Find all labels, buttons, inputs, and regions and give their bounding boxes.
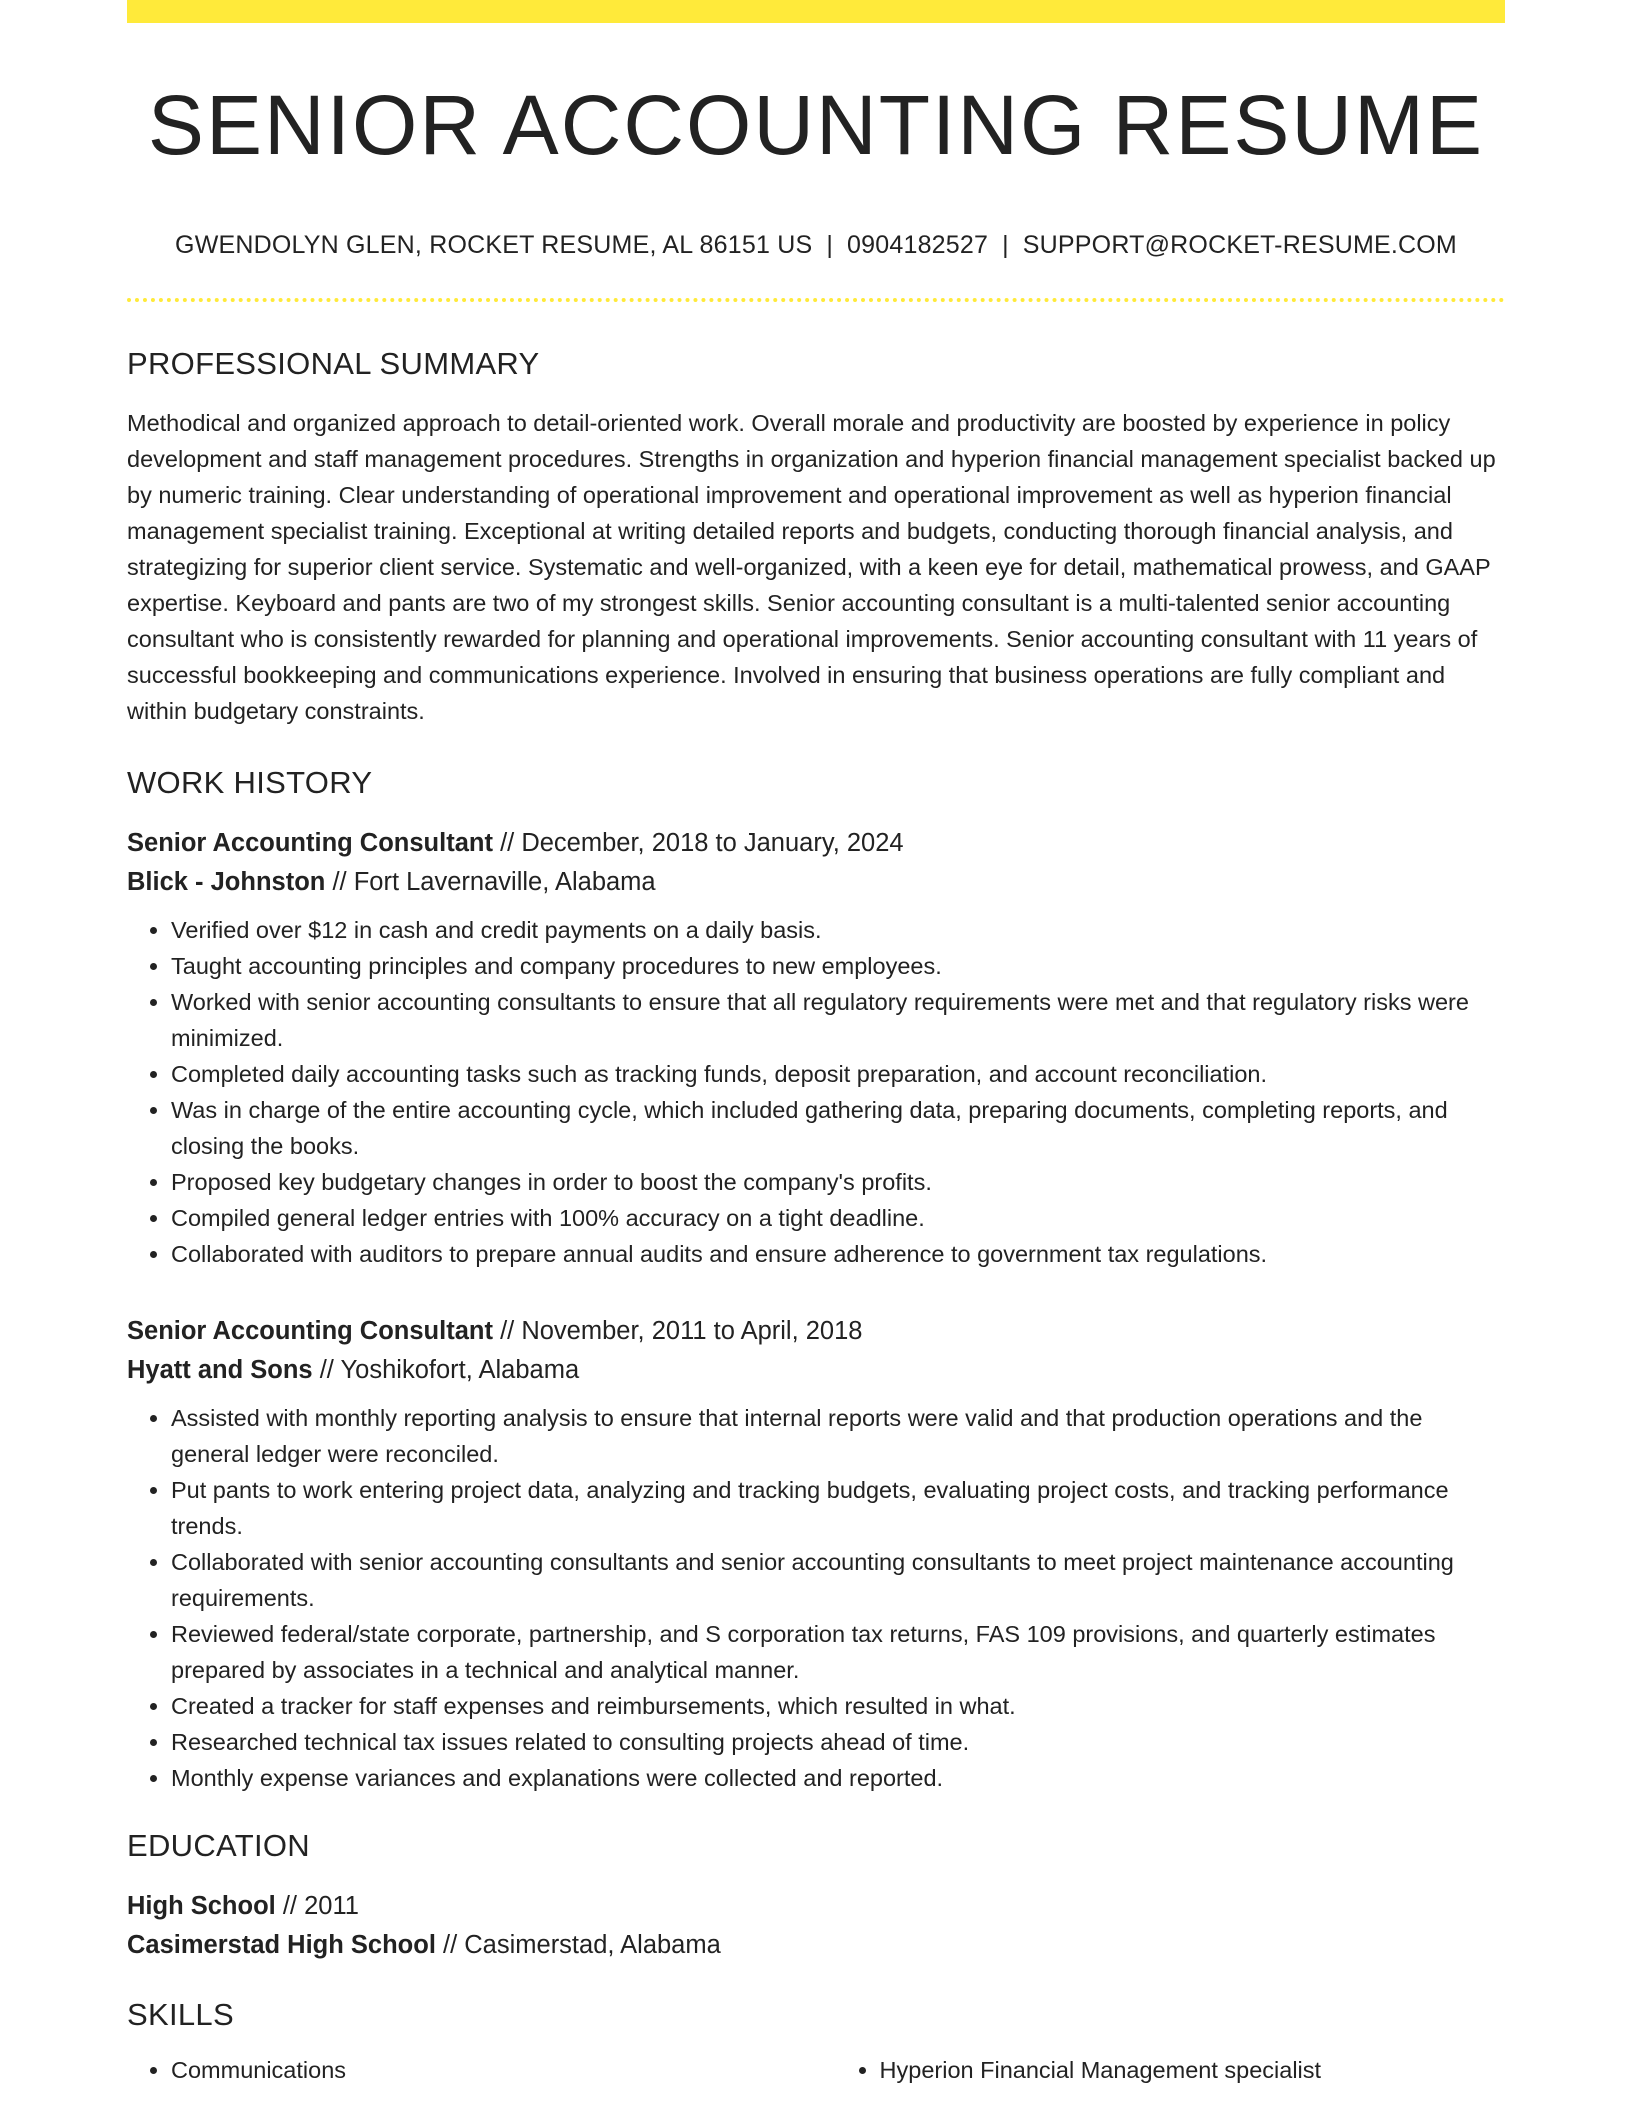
job-bullet: • Worked with senior accounting consultants to ensure that all regulatory requirements were met and that regulatory risks were minimized. xyxy=(171,984,1505,1056)
skills-heading: SKILLS xyxy=(127,1997,234,2032)
education-heading: EDUCATION xyxy=(127,1828,310,1863)
contact-email: SUPPORT@ROCKET-RESUME.COM xyxy=(1022,231,1457,259)
skills-list-right xyxy=(836,2052,1505,2088)
job-title: Senior Accounting Consultant xyxy=(127,829,493,857)
education-location: // Casimerstad, Alabama xyxy=(443,1931,721,1959)
job-bullet: • Assisted with monthly reporting analysis to ensure that internal reports were valid and that production operations and the general ledger were reconciled. xyxy=(171,1400,1505,1472)
job-bullet: • Put pants to work entering project data, analyzing and tracking budgets, evaluating project costs, and tracking performance trends. xyxy=(171,1472,1505,1544)
job-bullet: • Monthly expense variances and explanations were collected and reported. xyxy=(171,1760,1505,1796)
education-degree: High School xyxy=(127,1892,276,1920)
education-degree-line xyxy=(127,1887,1505,1926)
job-location: // Fort Lavernaville, Alabama xyxy=(332,868,656,896)
job-location: // Yoshikofort, Alabama xyxy=(319,1356,580,1384)
job-title-line xyxy=(127,1312,1505,1351)
job-bullet: • Taught accounting principles and company procedures to new employees. xyxy=(171,948,1505,984)
resume-page xyxy=(127,0,1505,2088)
job-bullet: • Reviewed federal/state corporate, partnership, and S corporation tax returns, FAS 109 provisions, and quarterly estimates prepared by associates in a technical and analytical manner. xyxy=(171,1616,1505,1688)
summary-text: Methodical and organized approach to detail-oriented work. Overall morale and productivity are boosted by experience in policy development and staff management procedures. Strengths in organization and hyperion financial management specialist backed up by numeric training. Clear understanding of operational improvement and operational improvement as well as hyperion financial management specialist training. Exceptional at writing detailed reports and budgets, conducting thorough financial analysis, and strategizing for superior client service. Systematic and well-organized, with a keen eye for detail, mathematical prowess, and GAAP expertise. Keyboard and pants are two of my strongest skills. Senior accounting consultant is a multi-talented senior accounting consultant who is consistently rewarded for planning and operational improvements. Senior accounting consultant with 11 years of successful bookkeeping and communications experience. Involved in ensuring that business operations are fully compliant and within budgetary constraints. xyxy=(127,410,1496,724)
contact-address: GWENDOLYN GLEN, ROCKET RESUME, AL 86151 US xyxy=(175,231,813,259)
document-title: SENIOR ACCOUNTING RESUME xyxy=(147,78,1485,172)
education-entry xyxy=(127,1887,1505,1965)
job-company-line xyxy=(127,863,1505,902)
skills-list-left xyxy=(127,2052,836,2088)
summary-heading: PROFESSIONAL SUMMARY xyxy=(127,346,540,381)
job-bullet: • Researched technical tax issues related to consulting projects ahead of time. xyxy=(171,1724,1505,1760)
job-bullet: • Collaborated with auditors to prepare annual audits and ensure adherence to government tax regulations. xyxy=(171,1236,1505,1272)
contact-separator: | xyxy=(826,231,834,259)
work-history-heading: WORK HISTORY xyxy=(127,765,373,800)
job-dates: // December, 2018 to January, 2024 xyxy=(500,829,904,857)
job-company: Hyatt and Sons xyxy=(127,1356,313,1384)
skill-item: • Communications xyxy=(171,2052,836,2088)
job-dates: // November, 2011 to April, 2018 xyxy=(500,1317,863,1345)
job-company-line xyxy=(127,1351,1505,1390)
job-company: Blick - Johnston xyxy=(127,868,326,896)
skills-grid xyxy=(127,2052,1505,2088)
education-year: // 2011 xyxy=(282,1892,359,1920)
job-bullet: • Completed daily accounting tasks such as tracking funds, deposit preparation, and account reconciliation. xyxy=(171,1056,1505,1092)
education-school-line xyxy=(127,1926,1505,1965)
skill-item: • Hyperion Financial Management specialist xyxy=(880,2052,1505,2088)
job-bullet: • Verified over $12 in cash and credit payments on a daily basis. xyxy=(171,912,1505,948)
job-bullet: • Created a tracker for staff expenses and reimbursements, which resulted in what. xyxy=(171,1688,1505,1724)
contact-phone: 0904182527 xyxy=(847,231,989,259)
job-bullets xyxy=(127,912,1505,1272)
contact-line xyxy=(127,233,1505,258)
dotted-divider xyxy=(127,298,1505,302)
accent-bar xyxy=(127,0,1505,23)
job-title: Senior Accounting Consultant xyxy=(127,1317,493,1345)
education-school: Casimerstad High School xyxy=(127,1931,436,1959)
job-bullets xyxy=(127,1400,1505,1796)
job-bullet: • Was in charge of the entire accounting cycle, which included gathering data, preparing documents, completing reports, and closing the books. xyxy=(171,1092,1505,1164)
job-bullet: • Collaborated with senior accounting consultants and senior accounting consultants to meet project maintenance accounting requirements. xyxy=(171,1544,1505,1616)
contact-separator: | xyxy=(1002,231,1009,259)
job-bullet: • Compiled general ledger entries with 100% accuracy on a tight deadline. xyxy=(171,1200,1505,1236)
job-title-line xyxy=(127,824,1505,863)
job-bullet: • Proposed key budgetary changes in order to boost the company's profits. xyxy=(171,1164,1505,1200)
